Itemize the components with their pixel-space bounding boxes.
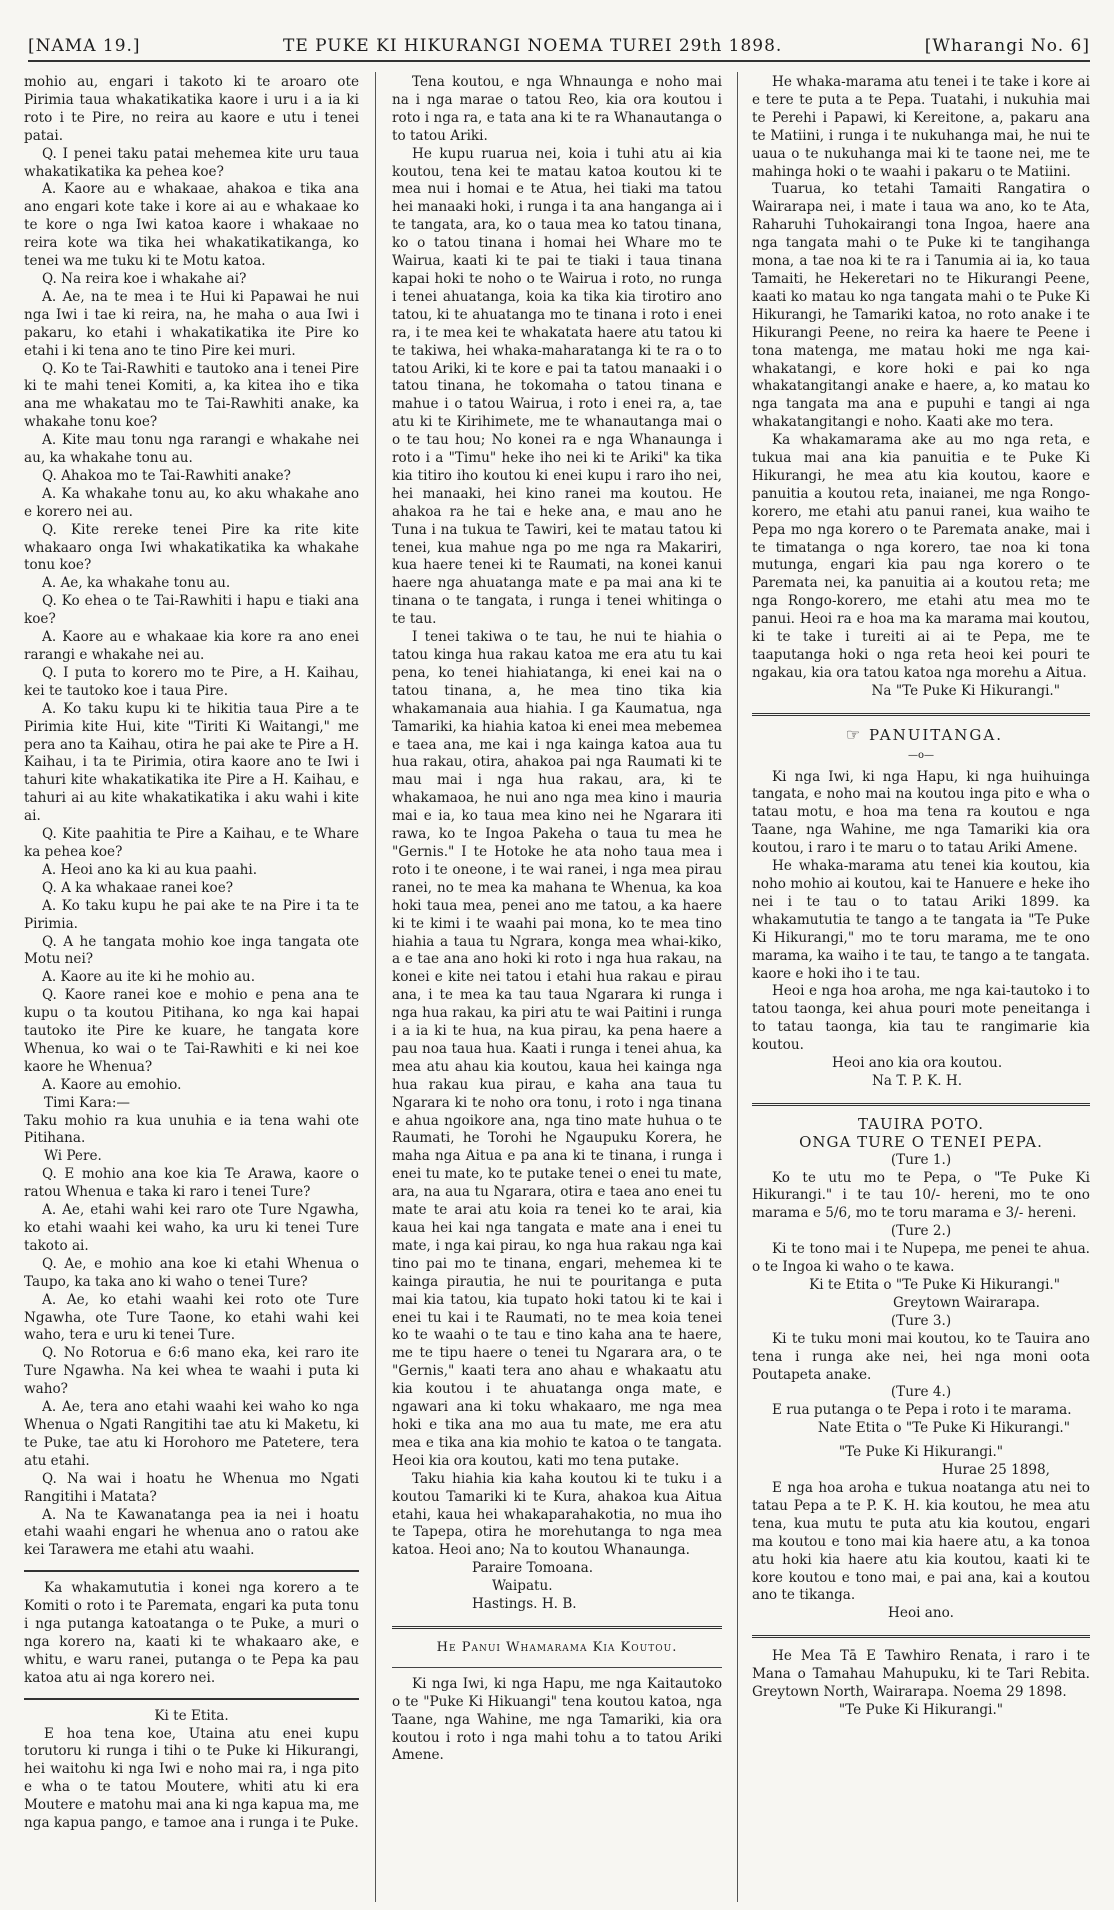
paragraph: Ka whakamarama ake au mo nga reta, e tukua mai ana kia panuitia e te Puke Ki Hikurangi, he mea atu kia koutou, kaore e panuitia a koutou reta, inaianei, me nga Rongo-korero, me etahi atu panui ranei, kua waiho te Pepa mo nga korero o te Paremata anake, mai i te timatanga o nga korero, tae noa ki tona mutunga, engari kia pau nga korero o te Paremata nei, ka panuitia ai a koutou reta; me nga Rongo-korero, me etahi atu mea mo te panui. Heoi ra e hoa ma ka marama mai koutou, ki te take i tureiti ai ai te Pepa, me te taaputanga hoki o nga reta heoi kei pouri te ngakau, kia ora tatou katoa nga morehu a Aitua. [752,432,1090,681]
rule-heading: (Ture 2.) [890,1223,952,1240]
section-subheading: ONGA TURE O TENEI PEPA. [799,1132,1043,1151]
section-rule [392,1667,722,1668]
column-3 [752,74,1090,1902]
signature: Na "Te Puke Ki Hikurangi." [871,682,1060,699]
paragraph: Tena koutou, e nga Whnaunga e noho mai na i nga marae o tatou Reo, kia ora koutou i roto i nga ra, e tata ana ki te ra Whanautanga o to tatou Ariki. [392,74,722,144]
paragraph: He kupu ruarua nei, koia i tuhi atu ai kia koutou, tena kei te matau katoa koutou ki te mea nui i homai e te Atua, hei tiaki ma tatou hei manaaki hoki, i runga i ta ana hanganga ai i te tangata, ara, ko o taua mea ko tatou tinana, ko o tatou tinana i homai hei Whare mo te Wairua, kaati ki te pai te tiaki i taua tinana kapai hoki te noho o te Wairua i roto, no runga i tenei ahuatanga, koia ka tika kia tirotiro ano tatou, ki te ahuatanga mo te tinana i roto i enei ra, i te mea kei te whakatata haere atu tatou ki te takiwa, hei whaka-maharatanga ki te ra o to tatou Ariki, ki te kore e pai ta tatou manaaki i o tatou tinana, he tokomaha o tatou tinana e mahue i o tatou Wairua, i roto i enei ra, a, tae atu ki te Kirihimete, me te whanautanga mai o o te tau hou; No konei ra e nga Whanaunga i roto i a "Timu" heke iho nei ki te Ariki" ka tika kia titiro iho koutou ki enei kupu i raro iho nei, hei manaaki, hei kino ranei ma koutou. He ahakoa ra he tai e heke ana, e mau ano he Tuna i na tukua te Tawiri, kei te matau tatou ki tenei, kua mahue nga po me nga ra Makariri, kua haere tenei ki te Raumati, na konei kanui haere nga ahuatanga mate e pa mai ana ki te tinana o te tangata, i runga i tenei whitinga o te tau. [392,145,722,628]
signature-place: Waipatu. [492,1578,553,1595]
letter-heading: Ki te Etita. [154,1707,229,1724]
paragraph: Ki te tuku moni mai koutou, ko te Tauira ano tena i runga ake nei, hei nga moni oota Poutapeta anake. [752,1330,1090,1383]
qa-line: A. Kaore au ite ki he mohio au. [42,969,256,986]
qa-line: A. Ae, ka whakahe tonu au. [42,575,231,592]
qa-line: Q. Na reira koe i whakahe ai? [42,270,247,287]
section-rule [752,713,1090,716]
qa-line: A. Ko taku kupu he pai ake te na Pire i ta te Pirimia. [24,897,359,932]
qa-line: A. Kite mau tonu nga rarangi e whakahe nei au, ka whakahe tonu au. [24,432,359,467]
signature: Nate Etita o "Te Puke Ki Hikurangi." [817,1420,1070,1437]
section-heading: ☞ PANUITANGA. [752,726,1090,745]
imprint-title: "Te Puke Ki Hikurangi." [838,1701,1004,1718]
section-rule [392,1626,722,1629]
section-rule [752,1635,1090,1638]
qa-line: Q. Kite paahitia te Pire a Kaihau, e te Whare ka pehea koe? [24,826,359,860]
qa-line: Q. Kaore ranei koe e mohio e pena ana te kupu o ta koutou Pitihana, ko nga kai hapai tautoko ite Pire ke kuare, he tangata kore Whenua, ko wai o te Tai-Rawhiti e ki nei koe kaore he Whenua? [24,987,359,1075]
column-divider [375,72,376,1902]
masthead [28,26,1090,62]
paragraph: Heoi e nga hoa aroha, me nga kai-tautoko i to tatou taonga, kei ahua pouri mote peneitanga i to tatau taonga, kia tau te rangimarie kia koutou. [752,983,1090,1054]
paragraph: Ki nga Iwi, ki nga Hapu, ki nga huihuinga tangata, e noho mai na koutou inga pito e wha o tatau motu, e hoa ma tena ra koutou e nga Taane, nga Wahine, me nga Tamariki kia ora koutou, i raro i te maru o to tatau Ariki Amene. [752,768,1090,857]
paragraph: Tuarua, ko tetahi Tamaiti Rangatira o Wairarapa nei, i mate i taua wa ano, ko te Ata, Raharuhi Tuhokairangi tona Ingoa, haere ana nga tangata mahi o te Puke ki te tangihanga mona, a tae noa ki te ra i Tanumia ai ia, ko taua Tamaiti, he Hekeretari no te Hikurangi Peene, kaati ko matau ko nga tangata mahi o te Puke Ki Hikurangi, he Tamariki katoa, no roto anake i te Hikurangi Peene, no reira ka haere te Peene i tona matenga, me matau hoki me nga kai-whakatangi, e kore hoki e pai ko nga whakatangitangi anake e haere, a, ko matau ko nga tangata ma ana e pupuhi e tangi ai nga whakatangitangi e noho. Kaati ake mo tera. [752,181,1090,431]
paragraph: Taku mohio ra kua unuhia e ia tena wahi ote Pitihana. [24,1112,359,1147]
signature-place: Hastings. H. B. [472,1596,577,1613]
qa-line: A. Ko taku kupu ki te hikitia taua Pire a te Pirimia kite Hui, kite "Tiriti Ki Waitangi," me pera ano ta Kaihau, otira he pai ake te Pire a H. Kaihau, i ta te Pirimia, otira kaore ano te Iwi i tahuri kite whakatikatika ite Pire a H. Kaihau, e tahuri ai au kite whakatikatika i aku wahi i kite ai. [24,700,359,825]
qa-line: A. Ae, tera ano etahi waahi kei waho ko nga Whenua o Ngati Rangitihi tae atu ki Maketu, ki te Puke, tae atu ki Horohoro me Patetere, tera atu etahi. [24,1399,359,1469]
qa-line: A. Kaore au e whakaae kia kore ra ano enei rarangi e whakahe nei au. [24,629,359,663]
qa-line: Q. A he tangata mohio koe inga tangata ote Motu nei? [24,933,359,968]
qa-line: A. Kaore au e whakaae, ahakoa e tika ana ano engari kote take i kore ai au e whakaae ko te kore o nga Iwi katoa kaore i whakaae no reira kote wa tika hei whakatikatikanga, ko tenei wa me tuku ki te Motu katoa. [24,181,359,270]
speaker-label: Wi Pere. [44,1148,102,1165]
qa-line: A. Heoi ano ka ki au kua paahi. [42,861,258,878]
qa-line: A. Ae, ko etahi waahi kei roto ote Ture Ngawha, ote Ture Taone, ko etahi wahi kei waho, tera e uru ki tenei Ture. [24,1291,359,1344]
qa-line: A. Ka whakahe tonu au, ko aku whakahe ano e korero nei au. [24,485,359,520]
paragraph: Taku hiahia kia kaha koutou ki te tuku i a koutou Tamariki ki te Kura, ahakoa kua Aitua etahi, kaua hei whakaparahakotia, no mua iho te Tapepa, otira he morehutanga to nga mea katoa. Heoi ano; Na to koutou Whanaunga. [392,1470,722,1559]
rule-heading: (Ture 4.) [890,1384,952,1401]
section-rule [24,1698,359,1700]
section-heading: TAUIRA POTO. [857,1114,985,1133]
pointing-hand-icon: ☞ [845,724,863,744]
qa-line: A. Ae, na te mea i te Hui ki Papawai he nui nga Iwi i tae ki reira, na, he maha o aua Iwi i pakaru, ko etahi i whakatikatika ite Pire ko etahi i ki tena ano te tino Pire kei muri. [24,288,359,359]
qa-line: Q. No Rotorua e 6:6 mano eka, kei raro ite Ture Ngawha. Na kei whea te waahi i puta ki waho? [24,1345,359,1398]
paragraph: Ki nga Iwi, ki nga Hapu, me nga Kaitautoko o te "Puke Ki Hikuangi" tena koutou katoa, nga Taane, nga Wahine, me nga Tamariki, kia ora koutou i roto i nga mahi tohu a to tatou Ariki Amene. [392,1675,722,1764]
section-rule [24,1570,359,1572]
qa-line: Q. E mohio ana koe kia Te Arawa, kaore o ratou Whenua e taka ki raro i tenei Ture? [24,1166,359,1201]
paragraph: E hoa tena koe, Utaina atu enei kupu torutoru ki runga i tihi o te Puke ki Hikurangi, hei waitohu ki nga Iwi e noho mai ra, i nga pito e wha o te tatou Moutere, whiti atu ki era Moutere e matohu mai ana ki nga kapua ma, me nga kapua pango, e tamoe ana i runga i te Puke. [24,1725,359,1832]
qa-line: Q. Ahakoa mo te Tai-Rawhiti anake? [42,467,291,484]
qa-line: Q. Ko ehea o te Tai-Rawhiti i hapu e tiaki ana koe? [24,593,359,628]
qa-line: Q. Kite rereke tenei Pire ka rite kite whakaaro onga Iwi whakatikatika ka whakahe tonu koe? [24,521,359,574]
qa-line: Q. I penei taku patai mehemea kite uru taua whakatikatika ka pehea koe? [24,145,359,180]
qa-line: A. Kaore au emohio. [42,1076,182,1093]
address-line: Ki te Etita o "Te Puke Ki Hikurangi." [809,1277,1060,1293]
issue-number: [NAMA 19.] [28,36,141,56]
paragraph: mohio au, engari i takoto ki te aroaro ote Pirimia taua whakatikatika kaore i uru i a ia ki roto i te Pire, no reira au kaore e utu i tenei patai. [24,74,359,144]
qa-line: A. Ae, etahi wahi kei raro ote Ture Ngawha, ko etahi waahi kei waho, ka uru ki tenei Ture takoto ai. [24,1202,359,1254]
imprint: He Mea Tā E Tawhiro Renata, i raro i te Mana o Tamahau Mahupuku, ki te Tari Rebita. Greytown North, Wairarapa. Noema 29 1898. [752,1648,1090,1701]
rule-heading: (Ture 3.) [890,1312,952,1329]
section-heading: He Panui Whamarama Kia Koutou. [436,1639,678,1655]
paragraph: E rua putanga o te Pepa i roto i te marama. [772,1402,1072,1419]
address-line: Greytown Wairarapa. [892,1294,1040,1311]
rule-heading: (Ture 1.) [890,1151,952,1168]
section-rule [752,1103,1090,1106]
qa-line: A. Na te Kawanatanga pea ia nei i hoatu etahi waahi engari he whenua ano o ratou ake kei Tarawera me etahi atu waahi. [24,1506,359,1559]
paragraph: He whaka-marama atu tenei kia koutou, kia noho mohio ai koutou, kai te Hanuere e heke iho nei i te tau o to tatau Ariki 1899. ka whakamututia te tango a te tangata ia "Te Puke Ki Hikurangi," mo te toru marama, me te ono marama, ka waiho i te tau, te tango a te tangata. kaore e hoki iho i te tau. [752,858,1090,982]
column-1 [24,74,359,1902]
speaker-label: Timi Kara:— [44,1094,131,1111]
paragraph: Ki te tono mai i te Nupepa, me penei te ahua. o te Ingoa ki waho o te kawa. [752,1241,1090,1276]
paragraph: I tenei takiwa o te tau, he nui te hiahia o tatou kinga hua rakau katoa me era atu tu kai pena, ko tenei hiahiatanga, ki enei kai na o tatou tinana, a, he mea tino tika kia whakamanaia aua hiahia. I ga Kaumatua, nga Tamariki, ka hiahia katoa ki enei mea mebemea e taea ana, me kai i nga kainga katoa aua tu hua rakau, otira, ahakoa pai nga Raumati ki te mau mai i nga hua rakau, ara, ki te whakamaoa, he nui ano nga mea kino i mauria mai e ia, ko taua mea kino nei he Ngarara iti rawa, ko te Ingoa Pakeha o taua tu mea he "Gernis." I te Hotoke he ata noho taua mea i roto i te oneone, i te wai ranei, i nga mea pirau ranei, no te mea ka mahana te Whenua, ka koa hoki taua mea, penei ano me tatou, a ka haere ki te kimi i te waahi pai mona, ko te mea tino hiahia a taua tu Ngrara, konga mea whai-kiko, a e tae ana ano hoki ki roto i nga hua rakau, na konei e kite nei tatou i etahi hua rakau e pirau ana, i te mea ka tau taua Ngarara ki runga i nga hua rakau, ka piri atu te wai Paitini i runga i a ia ki te hua, na kua pirau, ka pena haere a pau noa taua hua. Kaati i runga i tenei ahua, ka mea atu ahau kia koutou, kaua hei kainga nga hua rakau kua pirau, e kaha ana taua tu Ngarara ki te noho ora tonu, i roto i nga tinana e ahua ngoikore ana, nga tino mate huhua o te Raumati, he Torohi he Ngaupuku Korera, he maha nga Aitua e pa ana ki te tinana, i runga i enei tu mate, ko te putake tenei o enei tu mate, ara, na aua tu Ngarara, otira e taea ano enei tu mate te arai atu koia ra tenei ko te arai, kia kaua hei kai nga tangata e mate ana i enei tu mate, i nga kai pirau, ko nga hua rakau nga kai tino pai mo te tinana, engari, mehemea ki te kainga pirautia, he nui te pouritanga e puta mai kia tatou, kia tupato hoki tatou ki te kai i enei tu kai i te Raumati, no te mea koia tenei ko te waahi o te tau e tino kaha ana te haere, me te tipu haere o tenei tu Ngarara ara, o te "Gernis," kaati tera ano ahau e whakaatu atu kia koutou i te ahuatanga onga mate, e ngawari ana ki toku whakaaro, me nga mea hoki e tika ana mo aua tu mate, me era atu mea e tika ana kia mohio te katoa o te tangata. Heoi kia ora koutou, kati mo tena putake. [392,629,722,1469]
interview-qa [24,146,359,1095]
column-divider [737,72,738,1902]
ornament-rule: —o— [907,749,935,761]
newspaper-title: TE PUKE KI HIKURANGI NOEMA TUREI 29th 1898. [282,36,783,56]
interview-qa-2 [24,1166,359,1560]
closing-line: Heoi ano kia ora koutou. [832,1055,1003,1072]
qa-line: Q. I puta to korero mo te Pire, a H. Kaihau, kei te tautoko koe i taua Pire. [24,664,359,699]
column-2 [392,74,722,1902]
paragraph: Ko te utu mo te Pepa, o "Te Puke Ki Hikurangi." i te tau 10/- hereni, mo te ono marama e 5/6, mo te toru marama e 3/- hereni. [752,1169,1090,1222]
letter-date: Hurae 25 1898, [941,1462,1050,1479]
page-number: [Wharangi No. 6] [924,36,1090,56]
paragraph: He whaka-marama atu tenei i te take i kore ai e tere te puta a te Pepa. Tuatahi, i nukuhia mai te Perehi i Papawi, ki Kereitone, a, pakaru ana te Matiini, i runga i te nukuhanga mai, he nui te uaua o te nukuhanga mai ki te taone nei, me te mahinga hoki o te waahi i pakaru o te Matiini. [752,74,1090,180]
signature: Na T. P. K. H. [872,1072,963,1089]
qa-line: Q. Na wai i hoatu he Whenua mo Ngati Rangitihi i Matata? [24,1470,359,1505]
qa-line: Q. Ko te Tai-Rawhiti e tautoko ana i tenei Pire ki te mahi tenei Komiti, a, ka kitea iho e tika ana me whakatau mo te Tai-Rawhiti anake, ka whakahe tonu koe? [24,360,359,431]
qa-line: Q. Ae, e mohio ana koe ki etahi Whenua o Taupo, ka taka ano ki waho o tenei Ture? [24,1255,359,1290]
paragraph: E nga hoa aroha e tukua noatanga atu nei to tatau Pepa a te P. K. H. kia koutou, he mea atu tena, kua mutu te puta atu kia koutou, engari ma koutou e tono mai kia haere atu, a ka tonoa atu hoki kia haere atu kia koutou, kaati ki te kore koutou e tono mai, e pai ana, kai a koutou ano te tikanga. [752,1479,1090,1604]
paragraph: Ka whakamututia i konei nga korero a te Komiti o roto i te Paremata, engari ka puta tonu i nga putanga katoatanga o te Puke, a muri o nga korero na, kaati ki te whakaaro ake, e whitu, e waru ranei, putanga o te Pepa ka pau katoa atu ai nga korero nei. [24,1580,359,1686]
closing-line: Heoi ano. [888,1605,954,1622]
letter-heading: "Te Puke Ki Hikurangi." [838,1444,1004,1461]
qa-line: Q. A ka whakaae ranei koe? [42,879,234,896]
signature-name: Paraire Tomoana. [472,1560,594,1577]
